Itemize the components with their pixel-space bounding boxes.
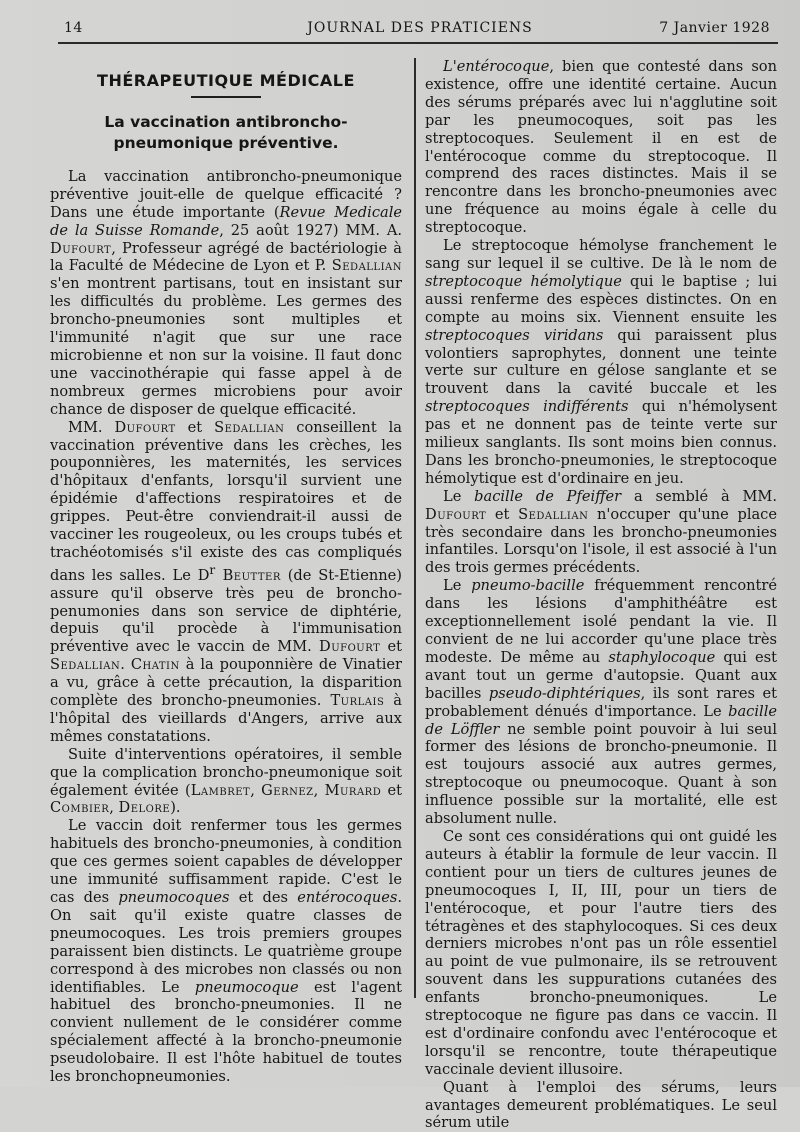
paragraph: Le pneumo-bacille fréquemment rencontré dans les lésions d'amphithéâtre est exceptionnellement isolé pendant la vie. Il convient de ne lui accorder qu'une place très modeste. De même au staphylocoque qui est avant tout un germe d'autopsie. Quant aux bacilles pseudo-diphtériques, ils sont rares et probablement dénués d'importance. Le bacille de Löffler ne semble point pouvoir à lui seul former des lésions de broncho-pneumonie. Il est toujours associé aux autres germes, streptocoque ou pneumocoque. Quant à son influence possible sur la mortalité, elle est absolument nulle. bbox=[425, 577, 778, 828]
paragraph: Suite d'interventions opératoires, il semble que la complication broncho-pneumonique soit également évitée (Lambret, Gernez, Murard et Combier, Delore). bbox=[50, 745, 403, 817]
page-header bbox=[64, 20, 776, 40]
paragraph: Quant à l'emploi des sérums, leurs avantages demeurent problématiques. Le seul sérum utile bbox=[425, 1078, 777, 1132]
paragraph: MM. Dufourt et Sedallian conseillent la vaccination préventive dans les crèches, les pouponnières, les maternités, les services d'hôpitaux d'enfants, lorsqu'il survient une épidémie d'affections respiratoires et de grippes. Peut-être conviendrait-il aussi de vacciner les rougeoleux, ou les croups tubés et trachéotomisés s'il existe des cas compliqués dans les salles. Le $D^r$ Beutter (de St-Etienne) assure qu'il observe très peu de broncho-penumonies dans son service de diphtérie, depuis qu'il procède à l'immunisation préventive avec le vaccin de MM. Dufourt et Sedallian. Chatin à la pouponnière de Vinatier a vu, grâce à cette précaution, la disparition complète des broncho-pneumonies. Turlais à l'hôpital des vieillards d'Angers, arrive aux mêmes constatations. bbox=[50, 418, 403, 745]
journal-title: JOURNAL DES PRATICIENS bbox=[307, 20, 533, 36]
page-number: 14 bbox=[64, 20, 83, 36]
article-title: La vaccination antibroncho-pneumonique préventive. bbox=[104, 112, 348, 152]
paragraph: L'entérocoque, bien que contesté dans son existence, offre une identité certaine. Aucun des sérums préparés avec lui n'agglutine soit par les pneumocoques, soit pas les streptocoques. Seulement il en est de l'entérocoque comme du streptocoque. Il comprend des races distinctes. Mais il se rencontre dans les broncho-pneumonies avec une fréquence au moins égale à celle du streptocoque. bbox=[425, 58, 777, 237]
paragraph: Ce sont ces considérations qui ont guidé les auteurs à établir la formule de leur vaccin. Il contient pour un tiers de cultures jeunes de pneumocoques I, II, III, pour un tiers de l'entérocoque, et pour l'autre tiers des tétragènes et des staphylocoques. Si ces deux derniers microbes n'ont pas un rôle essentiel au point de vue pulmonaire, ils se retrouvent souvent dans les suppurations cutanées des enfants broncho-pneumoniques. Le streptocoque ne figure pas dans ce vaccin. Il est d'ordinaire confondu avec l'entérocoque et lorsqu'il se rencontre, toute thérapeutique vaccinale devient illusoire. bbox=[425, 827, 777, 1078]
column-divider bbox=[414, 58, 416, 998]
paragraph: Le bacille de Pfeiffer a semblé à MM. Dufourt et Sedallian n'occuper qu'une place très secondaire dans les broncho-pneumonies infantiles. Lorsqu'on l'isole, il est associé à l'un des trois germes précédents. bbox=[425, 487, 778, 577]
title-rule bbox=[191, 96, 261, 98]
left-column bbox=[50, 62, 402, 1086]
right-column bbox=[425, 58, 777, 1132]
section-title: THÉRAPEUTIQUE MÉDICALE bbox=[97, 71, 355, 90]
paragraph: Le streptocoque hémolyse franchement le sang sur lequel il se cultive. De là le nom de streptocoque hémolytique qui le baptise ; lui aussi renferme des espèces distinctes. On en compte au moins six. Viennent ensuite les streptocoques viridans qui paraissent plus volontiers saprophytes, donnent une teinte verte sur culture en gélose sanglante et se trouvent dans la cavité buccale et les streptocoques indifférents qui n'hémolysent pas et ne donnent pas de teinte verte sur milieux sanglants. Ils sont moins bien connus. Dans les broncho-pneumonies, le streptocoque hémolytique est d'ordinaire en jeu. bbox=[425, 237, 778, 487]
paragraph: La vaccination antibroncho-pneumonique préventive jouit-elle de quelque efficacité ? Dans une étude importante (Revue Medicale de la Suisse Romande, 25 août 1927) MM. A. Dufourt, Professeur agrégé de bactériologie à la Faculté de Médecine de Lyon et P. Sedallian s'en montrent partisans, tout en insistant sur les difficultés du problème. Les germes des broncho-pneumonies sont multiples et l'immunité n'agit que sur une race microbienne et non sur la voisine. Il faut donc une vaccinothérapie qui fasse appel à de nombreux germes microbiens pour avoir chance de disposer de quelque efficacité. bbox=[50, 167, 402, 418]
paragraph: Le vaccin doit renfermer tous les germes habituels des broncho-pneumonies, à condition que ces germes soient capables de développer une immunité suffisamment rapide. C'est le cas des pneumocoques et des entérocoques. On sait qu'il existe quatre classes de pneumocoques. Les trois premiers groupes paraissent bien distincts. Le quatrième groupe correspond à des microbes non classés ou non identifiables. Le pneumocoque est l'agent habituel des broncho-pneumonies. Il ne convient nullement de le considérer comme spécialement affecté à la broncho-pneumonie pseudolobaire. Il est l'hôte habituel de toutes les bronchopneumonies. bbox=[50, 817, 403, 1086]
header-rule bbox=[58, 42, 778, 44]
issue-date: 7 Janvier 1928 bbox=[659, 20, 770, 36]
